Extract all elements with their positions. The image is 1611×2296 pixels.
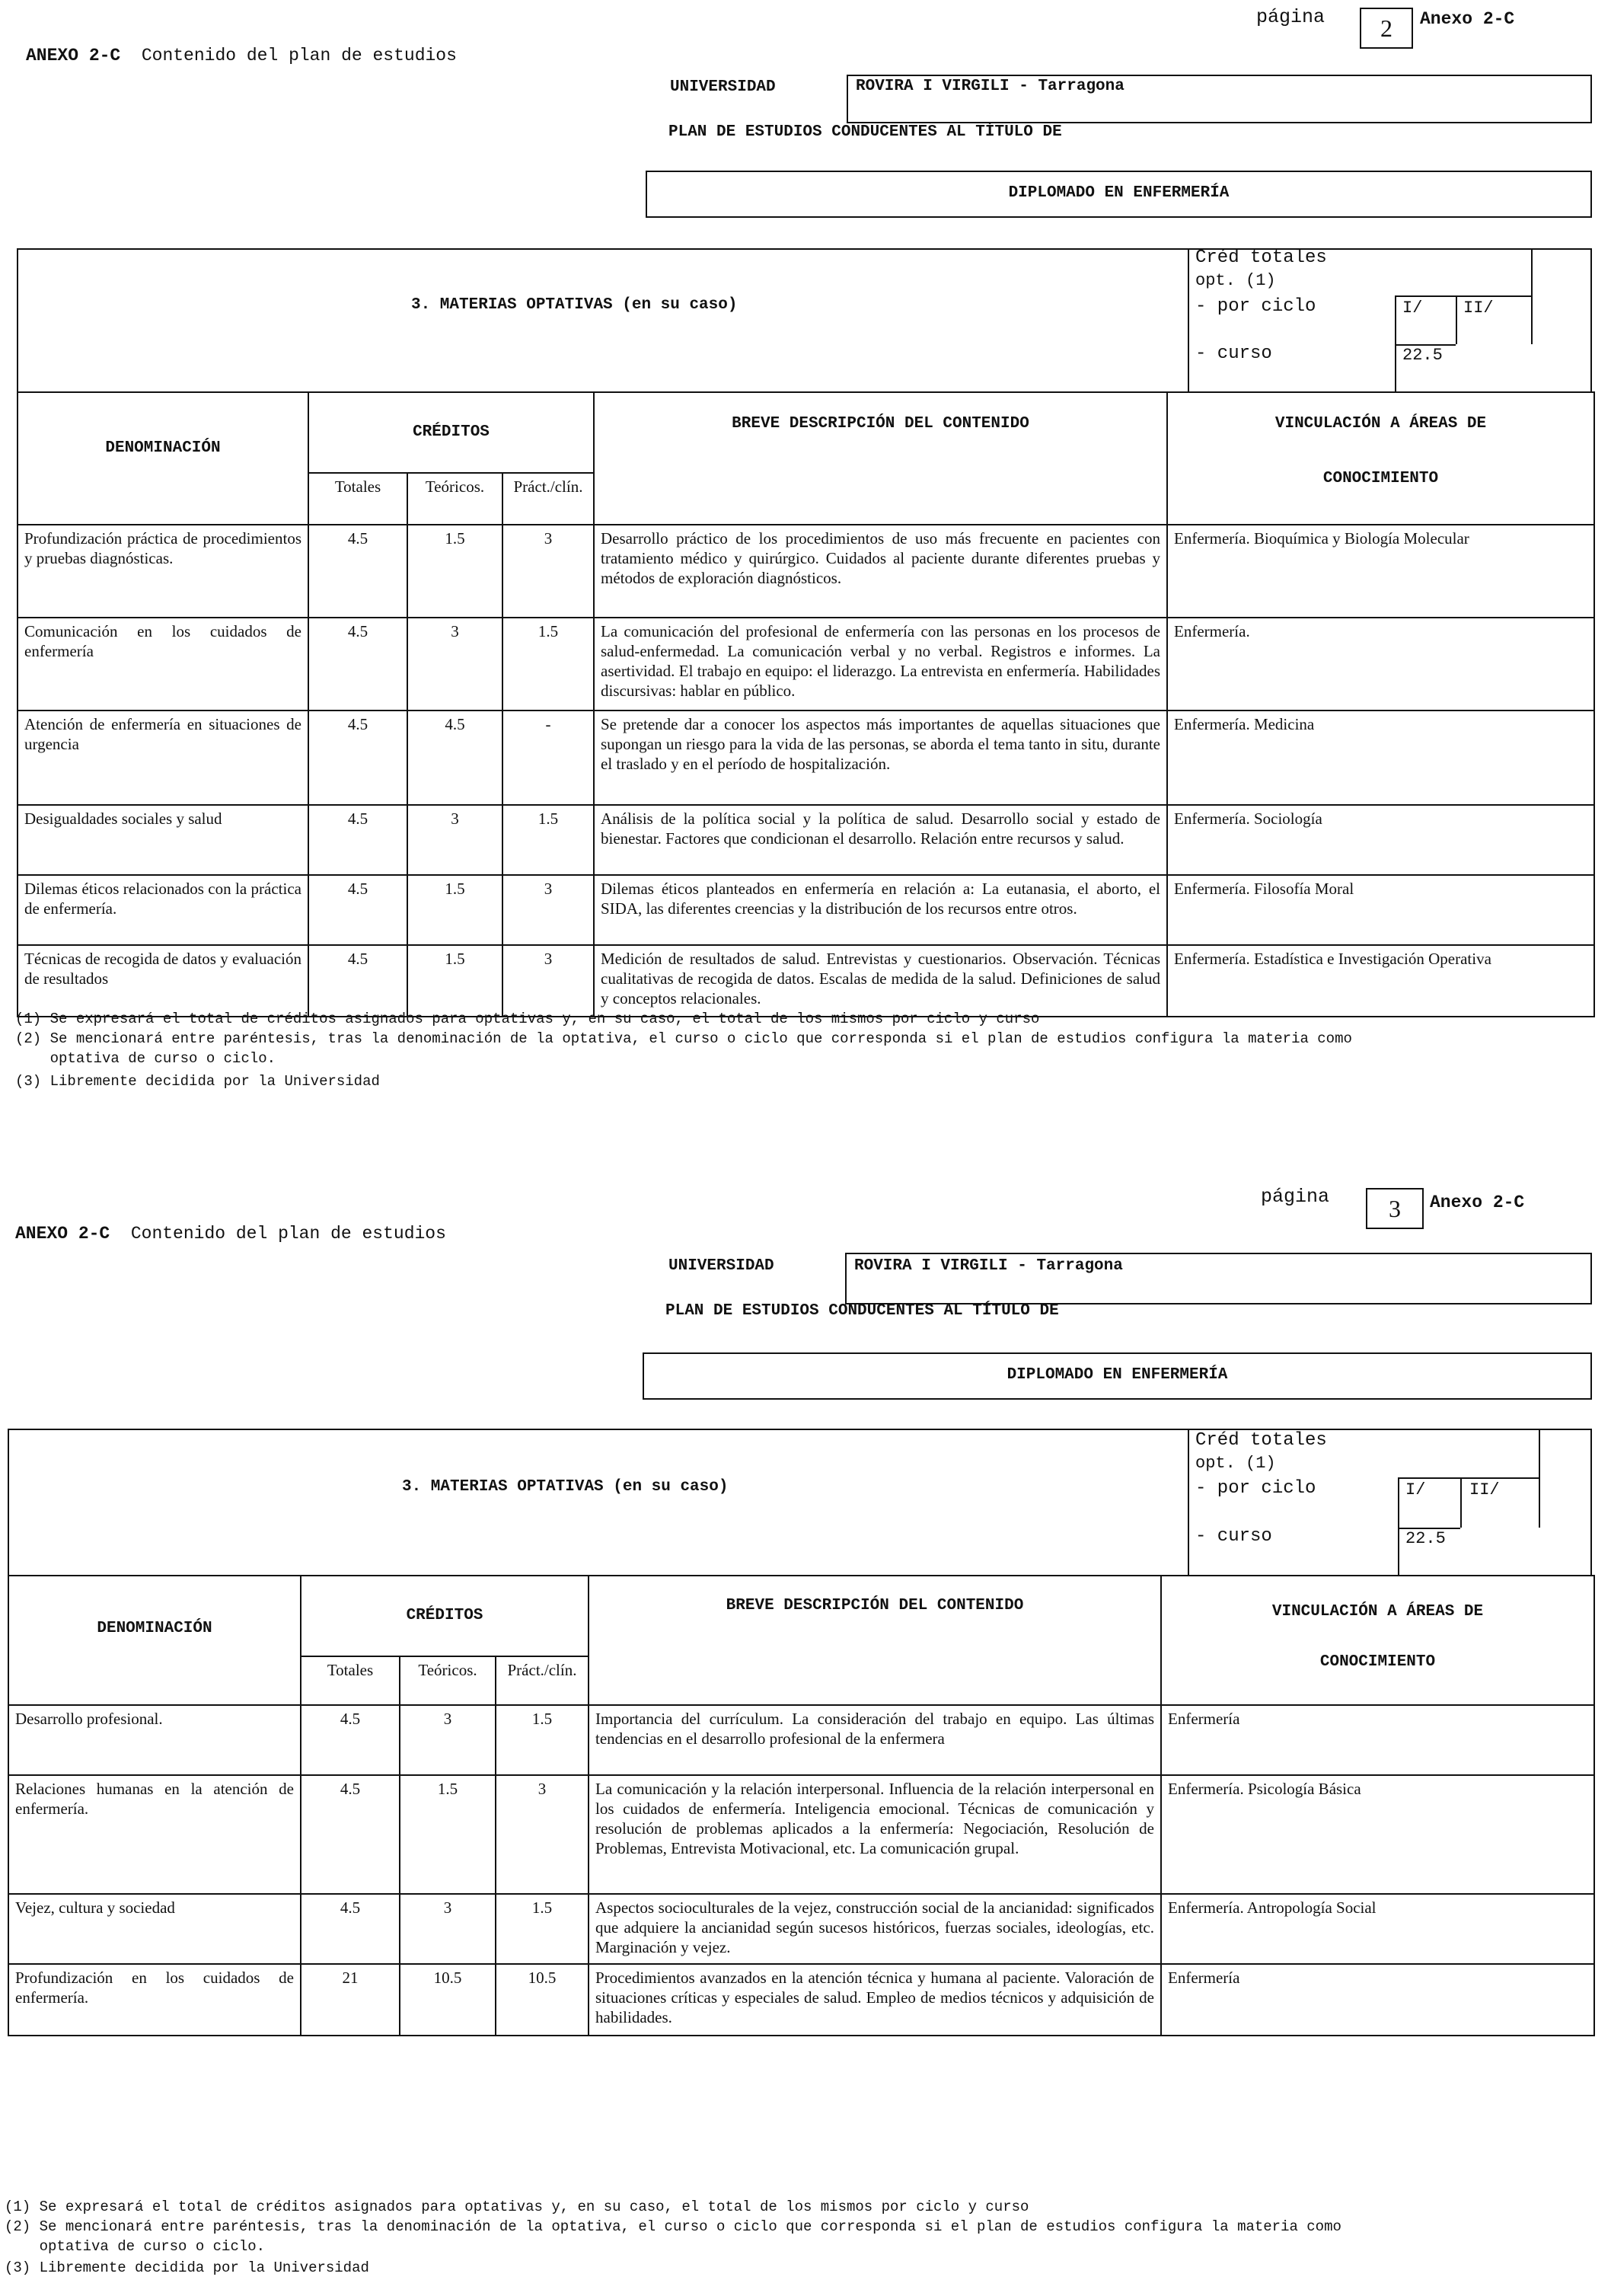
row-desc: Análisis de la política social y la política de salud. Desarrollo social y estado de bienestar. Factores que condicionan el desarrollo. Relación entre recursos y salud. [594,805,1167,875]
table-row [8,1775,1594,1894]
row-practicos: 3 [502,525,594,618]
row-name: Desarrollo profesional. [8,1705,301,1775]
row-area: Enfermería [1161,1964,1594,2036]
row-desc: Importancia del currículum. La consideración del trabajo en equipo. Las últimas tendencias en el desarrollo profesional de la enfermera [589,1705,1161,1775]
col-descripcion: BREVE DESCRIPCIÓN DEL CONTENIDO [594,392,1167,525]
universidad-label: UNIVERSIDAD [670,78,776,96]
row-teoricos: 3 [407,618,502,711]
col-denominacion: DENOMINACIÓN [18,392,308,525]
row-area: Enfermería. Psicología Básica [1161,1775,1594,1894]
ciclo-ii: II/ [1469,1480,1500,1499]
footnote-3: (3) Libremente decidida por la Universidad [15,1073,380,1090]
section-title: 3. MATERIAS OPTATIVAS (en su caso) [411,296,738,314]
row-name: Profundización en los cuidados de enfermería. [8,1964,301,2036]
anexo-subtitle: Contenido del plan de estudios [141,46,457,65]
row-totales: 21 [301,1964,400,2036]
row-area: Enfermería. Medicina [1167,711,1594,805]
row-practicos: 1.5 [496,1894,589,1964]
col-totales: Totales [301,1656,400,1705]
optativas-table [8,1575,1595,2036]
col-creditos: CRÉDITOS [308,392,594,473]
row-name: Atención de enfermería en situaciones de urgencia [18,711,308,805]
titulo-box [646,171,1592,218]
row-name: Profundización práctica de procedimientos y pruebas diagnósticas. [18,525,308,618]
universidad-box [847,75,1592,123]
row-desc: La comunicación del profesional de enfermería con las personas en los procesos de salud-enfermedad. La comunicación verbal y no verbal. Registros e informes. La asertividad. El trabajo en equipo: el liderazgo. La entrevista en enfermería. Habilidades discursivas: hablar en público. [594,618,1167,711]
row-practicos: 3 [496,1775,589,1894]
table-row [18,618,1594,711]
footnote-2-cont: optativa de curso o ciclo. [15,1050,276,1067]
col-vinculacion-line1: VINCULACIÓN A ÁREAS DE [1274,415,1487,433]
por-ciclo: - por ciclo [1195,1478,1316,1499]
row-area: Enfermería. Antropología Social [1161,1894,1594,1964]
row-teoricos: 1.5 [407,945,502,1017]
anexo-label: ANEXO 2-C [26,46,121,65]
row-name: Desigualdades sociales y salud [18,805,308,875]
footnote-2: (2) Se mencionará entre paréntesis, tras la denominación de la optativa, el curso o ciclo que corresponda si el plan de estudios configura la materia como [15,1030,1352,1047]
universidad-box [845,1253,1592,1304]
page-number: 2 [1360,8,1413,49]
row-name: Técnicas de recogida de datos y evaluación de resultados [18,945,308,1017]
page-number: 3 [1366,1188,1424,1229]
row-name: Dilemas éticos relacionados con la práctica de enfermería. [18,875,308,945]
opt-note: opt. (1) [1195,271,1276,290]
anexo-subtitle: Contenido del plan de estudios [130,1224,446,1244]
plan-label: PLAN DE ESTUDIOS CONDUCENTES AL TÍTULO DE [668,123,1062,141]
row-practicos: 1.5 [502,805,594,875]
table-header-row [8,1576,1594,1656]
opt-note: opt. (1) [1195,1454,1276,1473]
col-conocimiento: CONOCIMIENTO [1322,470,1439,487]
col-totales: Totales [308,473,407,525]
anexo-header [15,1224,446,1244]
curso-label: - curso [1195,1526,1272,1547]
col-practicos: Práct./clín. [502,473,594,525]
page-label: página [1256,6,1325,28]
row-totales: 4.5 [301,1705,400,1775]
anexo-label: ANEXO 2-C [15,1224,110,1244]
row-totales: 4.5 [301,1775,400,1894]
anexo-tag: Anexo 2-C [1420,9,1515,29]
row-practicos: 3 [502,875,594,945]
table-row [18,875,1594,945]
row-desc: La comunicación y la relación interpersonal. Influencia de la relación interpersonal en los cuidados de enfermería. Inteligencia emocional. Técnicas de comunicación y resolución de problemas aplicados a la enfermería: Negociación, Resolución de Problemas, Entrevista Motivacional, etc. La comunicación grupal. [589,1775,1161,1894]
ciclo-i: I/ [1405,1480,1426,1499]
row-totales: 4.5 [308,525,407,618]
ciclo-i: I/ [1402,299,1423,318]
page-label: página [1261,1186,1330,1208]
col-teoricos: Teóricos. [407,473,502,525]
section-header-box [8,1429,1592,1576]
row-practicos: - [502,711,594,805]
cred-totales: Créd totales [1195,247,1327,268]
section-title: 3. MATERIAS OPTATIVAS (en su caso) [402,1478,729,1496]
anexo-tag: Anexo 2-C [1430,1193,1525,1212]
universidad-value: ROVIRA I VIRGILI - Tarragona [854,1257,1123,1275]
table-header-row [18,392,1594,473]
row-desc: Se pretende dar a conocer los aspectos más importantes de aquellas situaciones que supongan un riesgo para la vida de las personas, se aborda el tema tanto in situ, durante el traslado y en el período de hospitalización. [594,711,1167,805]
row-practicos: 3 [502,945,594,1017]
row-teoricos: 3 [407,805,502,875]
cred-totales: Créd totales [1195,1430,1327,1451]
row-area: Enfermería [1161,1705,1594,1775]
row-name: Comunicación en los cuidados de enfermería [18,618,308,711]
table-row [8,1964,1594,2036]
row-area: Enfermería. [1167,618,1594,711]
row-area: Enfermería. Bioquímica y Biología Molecular [1167,525,1594,618]
row-practicos: 1.5 [502,618,594,711]
footnote-1: (1) Se expresará el total de créditos asignados para optativas y, en su caso, el total de los mismos por ciclo y curso [5,2199,1029,2215]
col-descripcion: BREVE DESCRIPCIÓN DEL CONTENIDO [589,1576,1161,1705]
ciclo-ii: II/ [1463,299,1494,318]
table-row [8,1894,1594,1964]
row-area: Enfermería. Sociología [1167,805,1594,875]
footnote-1: (1) Se expresará el total de créditos asignados para optativas y, en su caso, el total de los mismos por ciclo y curso [15,1011,1040,1027]
row-totales: 4.5 [308,711,407,805]
table-row [18,711,1594,805]
row-totales: 4.5 [308,618,407,711]
row-name: Relaciones humanas en la atención de enfermería. [8,1775,301,1894]
titulo-box [643,1352,1592,1400]
table-row [18,945,1594,1017]
curso-value: 22.5 [1402,346,1443,365]
row-desc: Desarrollo práctico de los procedimientos de uso más frecuente en pacientes con tratamiento médico y quirúrgico. Cuidados al paciente durante diferentes pruebas y métodos de exploración diagnósticos. [594,525,1167,618]
col-teoricos: Teóricos. [400,1656,496,1705]
por-ciclo: - por ciclo [1195,296,1316,317]
optativas-table [17,391,1595,1017]
row-area: Enfermería. Filosofía Moral [1167,875,1594,945]
row-totales: 4.5 [308,805,407,875]
table-row [18,525,1594,618]
universidad-value: ROVIRA I VIRGILI - Tarragona [856,78,1125,95]
row-name: Vejez, cultura y sociedad [8,1894,301,1964]
row-teoricos: 10.5 [400,1964,496,2036]
table-row [8,1705,1594,1775]
titulo: DIPLOMADO EN ENFERMERÍA [1008,184,1230,202]
curso-value: 22.5 [1405,1529,1446,1548]
row-totales: 4.5 [308,875,407,945]
row-practicos: 10.5 [496,1964,589,2036]
section-header-box [17,248,1592,393]
col-vinculacion [1161,1576,1594,1705]
col-conocimiento: CONOCIMIENTO [1319,1653,1436,1671]
row-area: Enfermería. Estadística e Investigación Operativa [1167,945,1594,1017]
row-desc: Aspectos socioculturales de la vejez, construcción social de la ancianidad: significados que adquiere la ancianidad según sucesos históricos, fuerzas sociales, ideologías, etc. Marginación y vejez. [589,1894,1161,1964]
col-creditos: CRÉDITOS [301,1576,589,1656]
row-teoricos: 4.5 [407,711,502,805]
anexo-header [26,46,457,65]
row-teoricos: 1.5 [400,1775,496,1894]
row-desc: Dilemas éticos planteados en enfermería en relación a: La eutanasia, el aborto, el SIDA, las diferentes creencias y la distribución de los recursos entre otros. [594,875,1167,945]
row-teoricos: 1.5 [407,875,502,945]
row-teoricos: 3 [400,1894,496,1964]
col-denominacion: DENOMINACIÓN [8,1576,301,1705]
row-desc: Procedimientos avanzados en la atención técnica y humana al paciente. Valoración de situaciones críticas y especiales de salud. Empleo de medios técnicos y adquisición de habilidades. [589,1964,1161,2036]
universidad-label: UNIVERSIDAD [668,1257,774,1275]
plan-label: PLAN DE ESTUDIOS CONDUCENTES AL TÍTULO DE [665,1302,1059,1320]
row-practicos: 1.5 [496,1705,589,1775]
footnote-2-cont: optativa de curso o ciclo. [5,2238,266,2255]
row-totales: 4.5 [308,945,407,1017]
row-teoricos: 1.5 [407,525,502,618]
footnote-2: (2) Se mencionará entre paréntesis, tras la denominación de la optativa, el curso o ciclo que corresponda si el plan de estudios configura la materia como [5,2218,1341,2235]
table-row [18,805,1594,875]
col-vinculacion-line1: VINCULACIÓN A ÁREAS DE [1271,1603,1484,1621]
titulo: DIPLOMADO EN ENFERMERÍA [1006,1366,1228,1384]
curso-label: - curso [1195,343,1272,364]
col-practicos: Práct./clín. [496,1656,589,1705]
col-vinculacion [1167,392,1594,525]
row-totales: 4.5 [301,1894,400,1964]
footnote-3: (3) Libremente decidida por la Universidad [5,2259,369,2276]
row-desc: Medición de resultados de salud. Entrevistas y cuestionarios. Observación. Técnicas cualitativas de recogida de datos. Escalas de medida de la salud. Definiciones de salud y conceptos relacionales. [594,945,1167,1017]
row-teoricos: 3 [400,1705,496,1775]
